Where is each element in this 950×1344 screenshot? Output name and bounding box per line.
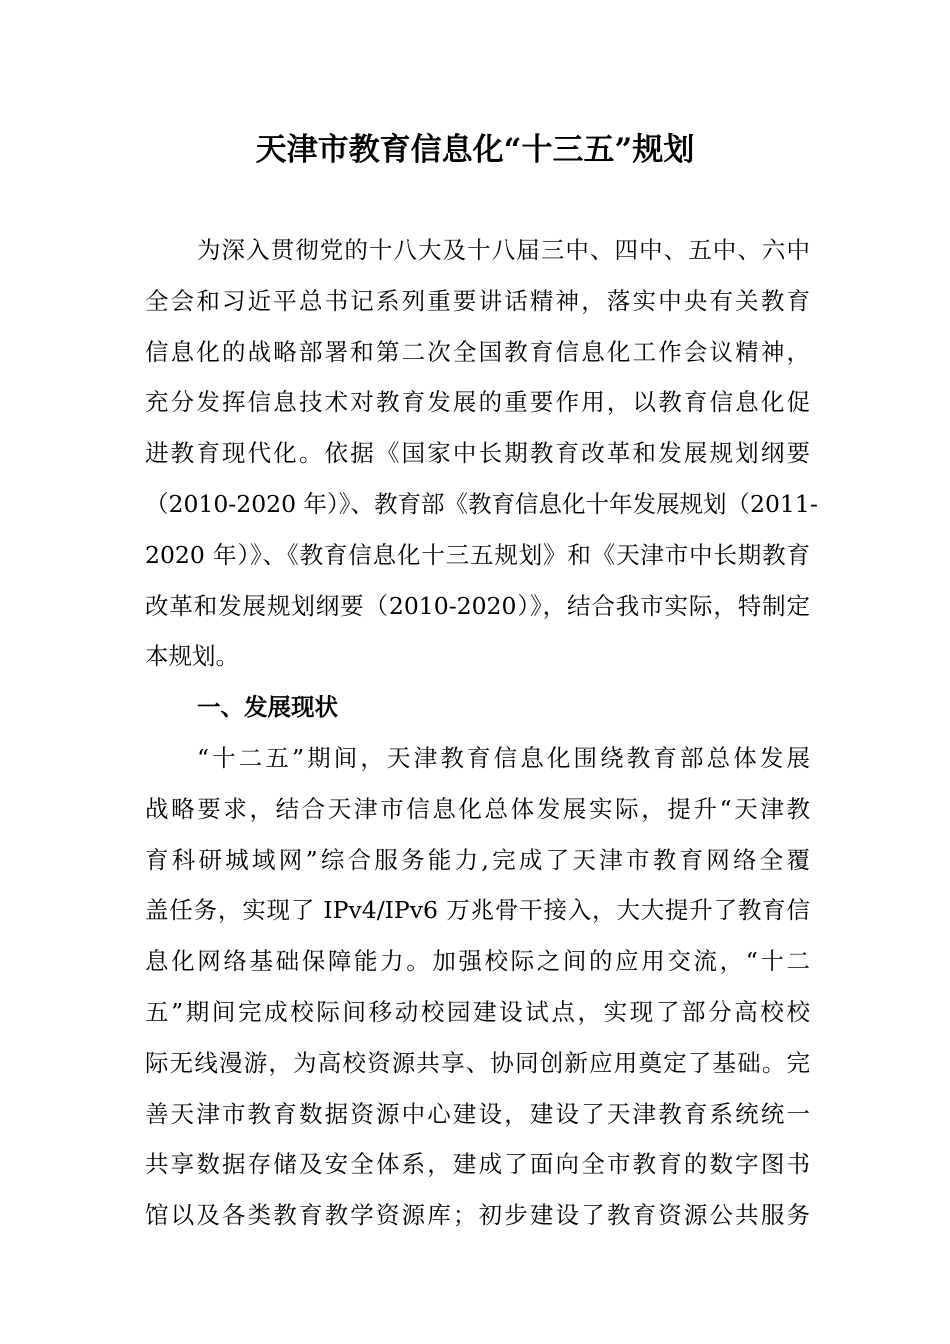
paragraph-line: 充分发挥信息技术对教育发展的重要作用，以教育信息化促	[145, 388, 810, 417]
paragraph-line: 际无线漫游，为高校资源共享、协同创新应用奠定了基础。完	[145, 1048, 810, 1077]
paragraph-current-status	[145, 733, 810, 1241]
paragraph-line: 2020 年）》、《教育信息化十三五规划》和《天津市中长期教育	[145, 540, 810, 569]
paragraph-line: 全会和习近平总书记系列重要讲话精神，落实中央有关教育	[145, 286, 810, 315]
paragraph-intro	[145, 225, 818, 682]
document-body	[145, 225, 818, 1241]
paragraph-line: 为深入贯彻党的十八大及十八届三中、四中、五中、六中	[197, 236, 810, 264]
paragraph-line: 馆以及各类教育教学资源库；初步建设了教育资源公共服务	[145, 1201, 810, 1230]
paragraph-line: 善天津市教育数据资源中心建设，建设了天津教育系统统一	[145, 1099, 810, 1128]
paragraph-line: 信息化的战略部署和第二次全国教育信息化工作会议精神，	[145, 337, 810, 366]
paragraph-line: 息化网络基础保障能力。加强校际之间的应用交流，“十二	[145, 947, 810, 976]
paragraph-line: 改革和发展规划纲要（2010-2020）》，结合我市实际，特制定	[145, 591, 810, 620]
paragraph-line: 共享数据存储及安全体系，建成了面向全市教育的数字图书	[145, 1150, 810, 1179]
paragraph-line: 盖任务，实现了 IPv4/IPv6 万兆骨干接入，大大提升了教育信	[145, 896, 810, 925]
paragraph-line: 进教育现代化。依据《国家中长期教育改革和发展规划纲要	[145, 439, 810, 468]
paragraph-line: 五”期间完成校际间移动校园建设试点，实现了部分高校校	[145, 997, 810, 1026]
paragraph-line: “十二五”期间，天津教育信息化围绕教育部总体发展	[197, 743, 810, 772]
paragraph-line: （2010-2020 年）》、教育部《教育信息化十年发展规划（2011-	[145, 489, 818, 518]
section-heading: 一、发展现状	[197, 693, 338, 722]
paragraph-line: 战略要求，结合天津市信息化总体发展实际，提升“天津教	[145, 794, 810, 823]
paragraph-line: 本规划。	[145, 642, 239, 671]
paragraph-line: 育科研城域网”综合服务能力,完成了天津市教育网络全覆	[145, 845, 810, 874]
document-title: 天津市教育信息化“十三五”规划	[255, 132, 695, 168]
